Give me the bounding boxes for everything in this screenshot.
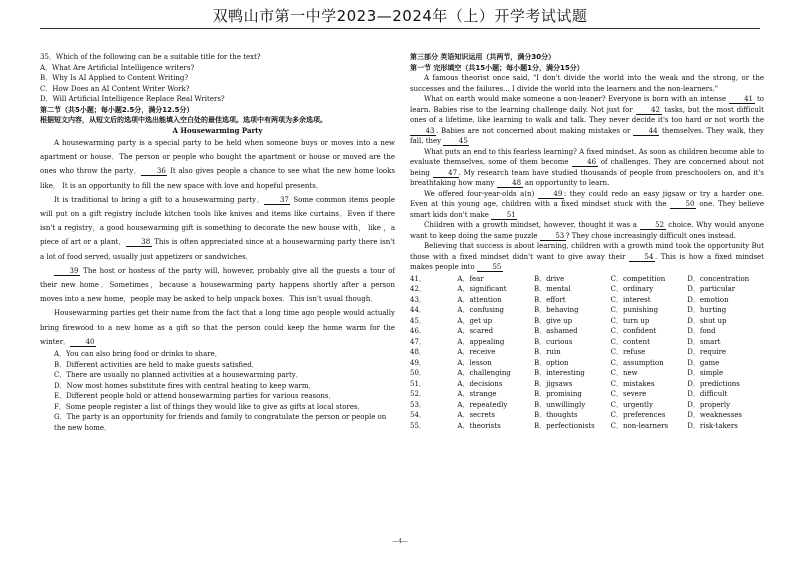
story-text: A housewarming party is a special party to be held when someone buys or moves into a new apartment or house．The person or people who bought the apartment or house or moved are the ones who throw the party． bbox=[40, 139, 395, 176]
option-d: D．difficult bbox=[687, 390, 728, 398]
title-divider bbox=[40, 28, 760, 29]
option-a: A．get up bbox=[457, 316, 493, 325]
story-text: It also gives people a chance to see what the new home looks like． It is an opportunity to fill the new space with love and hopeful presents． bbox=[40, 167, 395, 190]
question-number: 42． bbox=[410, 285, 426, 293]
question-number: 44． bbox=[410, 306, 426, 314]
question-number: 53． bbox=[410, 400, 426, 409]
option-c: C．mistakes bbox=[610, 379, 655, 388]
section-1-heading: 第一节 完形填空（共15小题；每小题1分，满分15分） bbox=[410, 63, 584, 72]
cloze-text: themselves. They walk, they fall, they bbox=[410, 126, 764, 145]
cloze-paragraph-1: A famous theorist once said, "I don't divide the world into the weak and the strong, or the successes and the failures... I divide the world into the learners and the non-learners." bbox=[410, 74, 764, 93]
question-number: 47． bbox=[410, 337, 426, 346]
option-row bbox=[410, 368, 764, 379]
cloze-text: ? They chose increasingly difficult ones instead. bbox=[565, 231, 736, 240]
story-text: Some common items people will put on a gift registry include kitchen tools like knives and items like curtains．Even if there isn't a registry，a good housewarming gift is something to decorate the new house with， like ，a piece of art or a plant． bbox=[40, 195, 395, 247]
option-row bbox=[410, 295, 764, 306]
option-row bbox=[410, 358, 764, 369]
option-b: B．ashamed bbox=[533, 327, 578, 335]
option-row bbox=[410, 379, 764, 390]
option-row bbox=[410, 305, 764, 316]
blank-54: 54 bbox=[629, 253, 655, 262]
option-a: A．scared bbox=[457, 327, 494, 335]
blank-52: 52 bbox=[640, 221, 666, 230]
question-number: 50． bbox=[410, 369, 426, 377]
cloze-text: . This is how a fixed mindset makes people into bbox=[410, 252, 764, 271]
choice-b: B．Different activities are held to make guests satisfied． bbox=[54, 360, 259, 369]
option-d: D．simple bbox=[687, 369, 724, 377]
question-35: 35．Which of the following can be a suitable title for the text? bbox=[40, 53, 261, 61]
option-d: D．smart bbox=[687, 337, 721, 346]
blank-45: 45 bbox=[443, 137, 469, 146]
blank-42: 42 bbox=[636, 106, 662, 115]
cloze-options-table bbox=[410, 274, 764, 432]
option-row bbox=[410, 421, 764, 432]
option-a: A．secrets bbox=[457, 411, 495, 419]
question-number: 49． bbox=[410, 358, 426, 367]
blank-47: 47 bbox=[433, 169, 459, 178]
option-b: B．ruin bbox=[533, 348, 561, 356]
q35-option-c: C．How Does an AI Content Writer Work? bbox=[40, 84, 190, 93]
option-b: B．interesting bbox=[533, 369, 585, 377]
option-c: C．urgently bbox=[610, 400, 653, 409]
blank-37: 37 bbox=[264, 196, 290, 205]
cloze-text: . My research team have studied thousands of people from preschoolers on, and it's breathtaking how many bbox=[410, 168, 764, 187]
option-d: D．fond bbox=[687, 327, 716, 335]
cloze-text: of challenges. They are concerned about not being bbox=[410, 158, 764, 177]
option-b: B．option bbox=[533, 358, 569, 367]
blank-44: 44 bbox=[633, 127, 659, 136]
option-row bbox=[410, 284, 764, 295]
cloze-text: one. They believe smart kids don't make bbox=[410, 200, 764, 219]
option-b: B．jigsaws bbox=[533, 379, 573, 388]
question-number: 48． bbox=[410, 348, 426, 356]
question-number: 55． bbox=[410, 421, 426, 430]
story-text: It is traditional to bring a gift to a housewarming party． bbox=[54, 195, 265, 204]
blank-49: 49 bbox=[538, 190, 564, 199]
blank-40: 40 bbox=[70, 338, 96, 347]
cloze-text: Believing that success is about learning, children with a growth mind took the opportunity But those with a fixed mindset didn't want to give away their bbox=[410, 242, 764, 261]
option-c: C．new bbox=[610, 369, 638, 377]
choice-f: F．Some people register a list of things they would like to give as gifts at local stores． bbox=[54, 402, 365, 411]
option-b: B．give up bbox=[533, 316, 573, 325]
option-a: A．significant bbox=[457, 285, 507, 293]
option-b: B．curious bbox=[533, 337, 573, 346]
choice-e: E．Different people hold or attend housewarming parties for various reasons． bbox=[54, 392, 336, 401]
option-c: C．turn up bbox=[610, 316, 650, 325]
blank-38: 38 bbox=[126, 238, 152, 247]
cloze-paragraph-5 bbox=[410, 220, 764, 241]
option-row bbox=[410, 274, 764, 285]
option-b: B．effort bbox=[533, 295, 566, 304]
option-a: A．attention bbox=[457, 295, 502, 304]
q35-option-b: B．Why Is AI Applied to Content Writing? bbox=[40, 74, 189, 82]
option-a: A．lesson bbox=[457, 358, 492, 367]
cloze-paragraph-6 bbox=[410, 241, 764, 273]
option-c: C．assumption bbox=[610, 358, 664, 367]
page-title: 双鸭山市第一中学2023—2024年（上）开学考试试题 bbox=[212, 7, 588, 25]
option-a: A．repeatedly bbox=[457, 400, 508, 409]
question-number: 54． bbox=[410, 411, 426, 419]
option-row bbox=[410, 389, 764, 400]
option-c: C．ordinary bbox=[610, 285, 654, 293]
question-number: 46． bbox=[410, 327, 426, 335]
option-d: D．require bbox=[687, 348, 727, 356]
option-d: D．hurting bbox=[687, 306, 727, 314]
cloze-text: : they could redo an easy jigsaw or try a harder one. Even at this young age, children with a fixed mindset stuck with the bbox=[410, 189, 764, 208]
option-c: C．severe bbox=[610, 390, 647, 398]
question-number: 43． bbox=[410, 295, 426, 304]
option-b: B．thoughts bbox=[533, 411, 578, 419]
option-a: A．challenging bbox=[457, 369, 511, 377]
cloze-text: We offered four-year-olds a(n) bbox=[424, 189, 538, 198]
page-number: —4— bbox=[392, 538, 408, 545]
option-row bbox=[410, 400, 764, 411]
option-a: A．fear bbox=[457, 274, 484, 283]
cloze-paragraph-4 bbox=[410, 189, 764, 221]
option-row bbox=[410, 316, 764, 327]
cloze-text: What on earth would make someone a non-leaner? Everyone is born with an intense bbox=[424, 95, 729, 103]
blank-55: 55 bbox=[477, 263, 503, 272]
cloze-paragraph-3 bbox=[410, 147, 764, 189]
cloze-text: choice. Why would anyone want to keep doing the same puzzle bbox=[410, 221, 765, 240]
cloze-text: an opportunity to learn. bbox=[522, 179, 610, 187]
option-d: D．game bbox=[687, 358, 720, 367]
option-a: A．strange bbox=[457, 390, 497, 398]
cloze-text: . Babies are not concerned about making mistakes or bbox=[436, 126, 634, 135]
question-number: 41． bbox=[410, 274, 426, 283]
blank-41: 41 bbox=[729, 95, 755, 104]
left-column bbox=[40, 52, 395, 433]
option-row bbox=[410, 326, 764, 337]
option-b: B．perfectionists bbox=[533, 421, 595, 430]
option-c: C．competition bbox=[610, 274, 666, 283]
choice-c: C．There are usually no planned activities at a housewarming party． bbox=[54, 371, 303, 380]
option-b: B．mental bbox=[533, 285, 571, 293]
option-a: A．confusing bbox=[457, 306, 505, 314]
part-3-heading: 第三部分 英语知识运用（共两节，满分30分） bbox=[410, 53, 556, 61]
story-paragraph-2 bbox=[40, 193, 395, 264]
option-c: C．refuse bbox=[610, 348, 646, 356]
story-paragraph-4 bbox=[40, 306, 395, 349]
option-a: A．receive bbox=[457, 348, 496, 356]
option-row bbox=[410, 410, 764, 421]
blank-36: 36 bbox=[141, 167, 167, 176]
option-d: D．concentration bbox=[687, 274, 750, 283]
q35-option-a: A．What Are Artificial Intelligence writers? bbox=[40, 63, 195, 72]
cloze-text: tasks, but the most difficult ones of a lifetime, like learning to walk and talk. They never decide it's too hard or not worth the bbox=[410, 105, 764, 124]
blank-48: 48 bbox=[497, 179, 523, 188]
blank-51: 51 bbox=[491, 211, 517, 220]
story-paragraph-3 bbox=[40, 264, 395, 307]
option-row bbox=[410, 337, 764, 348]
cloze-text: What puts an end to this fearless learning? A fixed mindset. As soon as children become able to evaluate themselves, some of them become bbox=[410, 147, 764, 166]
option-b: B．drive bbox=[533, 274, 565, 283]
option-a: A．decisions bbox=[457, 379, 503, 388]
choice-d: D．Now most homes substitute fires with central heating to keep warm． bbox=[54, 381, 316, 390]
option-c: C．confident bbox=[610, 327, 657, 335]
option-b: B．promising bbox=[533, 390, 582, 398]
section-2-heading: 第二节（共5小题；每小题2.5分，满分12.5分） bbox=[40, 105, 194, 114]
right-column bbox=[410, 52, 764, 431]
option-d: D．emotion bbox=[687, 295, 729, 304]
story-text: This is often appreciated since at a housewarming party there isn't a lot of food served, usually just appetizers or sandwiches． bbox=[40, 238, 395, 261]
story-text: The host or hostess of the party will, however, probably give all the guests a tour of their new home．Sometimes，because a housewarming party happens shortly after a person moves into a new home，people may be asked to help unpack boxes．This isn't usual though． bbox=[40, 266, 395, 304]
story-title: A Housewarming Party bbox=[172, 125, 263, 135]
blank-50: 50 bbox=[670, 200, 696, 209]
blank-43: 43 bbox=[410, 127, 436, 136]
option-d: D．shut up bbox=[687, 316, 727, 325]
option-b: B．behaving bbox=[533, 306, 579, 314]
cloze-paragraph-2 bbox=[410, 94, 764, 147]
blank-39: 39 bbox=[54, 267, 80, 276]
option-c: C．preferences bbox=[610, 411, 666, 419]
cloze-text: Children with a growth mindset, however, thought it was a bbox=[424, 221, 640, 229]
question-number: 51． bbox=[410, 379, 426, 388]
blank-53: 53 bbox=[540, 232, 566, 241]
question-number: 45． bbox=[410, 316, 426, 325]
question-number: 52． bbox=[410, 390, 426, 398]
option-d: D．weaknesses bbox=[687, 411, 742, 419]
option-d: D．predictions bbox=[687, 379, 740, 388]
cloze-text: to learn. Babies rise to the learning challenge daily. Not just for bbox=[410, 95, 764, 114]
section-2-instruction: 根据短文内容，从短文后的选项中选出能填入空白处的最佳选项。选项中有两项为多余选项。 bbox=[40, 116, 327, 124]
option-d: D．properly bbox=[687, 400, 731, 409]
choice-a: A．You can also bring food or drinks to share． bbox=[54, 350, 222, 359]
option-d: D．particular bbox=[687, 285, 736, 293]
option-b: B．unwillingly bbox=[533, 400, 586, 409]
option-c: C．content bbox=[610, 337, 650, 346]
story-paragraph-1 bbox=[40, 136, 395, 193]
q35-option-d: D．Will Artificial Intelligence Replace Real Writers? bbox=[40, 95, 225, 103]
option-c: C．non-learners bbox=[610, 421, 669, 430]
choice-g: G．The party is an opportunity for friends and family to congratulate the person or people on the new home． bbox=[54, 413, 387, 432]
option-a: A．appealing bbox=[457, 337, 505, 346]
option-a: A．theorists bbox=[457, 421, 501, 430]
blank-46: 46 bbox=[572, 158, 598, 167]
option-c: C．interest bbox=[610, 295, 651, 304]
story-text: Housewarming parties get their name from the fact that a long time ago people would actually bring firewood to a new home as a gift so that the person could keep the home warm for the winter． bbox=[40, 309, 395, 346]
option-d: D．risk-takers bbox=[687, 421, 738, 430]
option-c: C．punishing bbox=[610, 306, 659, 314]
option-row bbox=[410, 347, 764, 358]
